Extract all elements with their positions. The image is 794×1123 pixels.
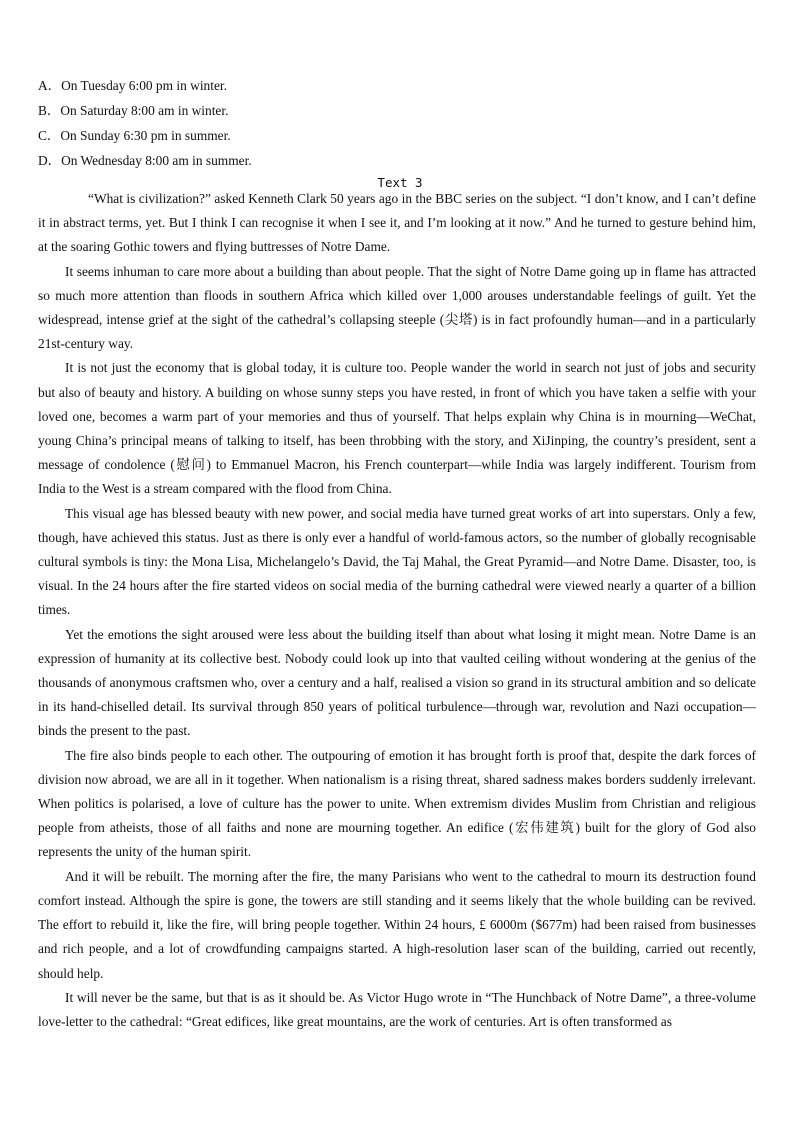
paragraph: It is not just the economy that is global today, it is culture too. People wander the world in search not just of jobs and security but also of beauty and history. A building on whose sunny steps you have rested, in front of which you have taken a selfie with your loved one, becomes a warm part of your memories and thus of yourself. That helps explain why China is in mourning—WeChat, young China’s principal means of talking to itself, has been throbbing with the story, and XiJinping, the country’s president, sent a message of condolence (慰问) to Emmanuel Macron, his French counterpart—while India was largely indifferent. Tourism from India to the West is a stream compared with the flood from China. xyxy=(38,360,756,497)
paragraph: It seems inhuman to care more about a building than about people. That the sight of Notre Dame going up in flame has attracted so much more attention than floods in southern Africa which killed over 1,000 arouses understandable feelings of guilt. Yet the widespread, intense grief at the sight of the cathedral’s collapsing steeple (尖塔) is in fact profoundly human—and in a particularly 21st-century way. xyxy=(38,263,756,352)
option-letter: C． xyxy=(38,128,61,143)
option-letter: B． xyxy=(38,103,61,118)
article-body xyxy=(38,187,756,1034)
option-text: On Tuesday 6:00 pm in winter. xyxy=(61,78,227,93)
paragraph: This visual age has blessed beauty with new power, and social media have turned great works of art into superstars. Only a few, though, have achieved this status. Just as there is only ever a handful of world-famous actors, so the number of globally recognisable cultural symbols is tiny: the Mona Lisa, Michelangelo’s David, the Taj Mahal, the Great Pyramid—and Notre Dame. Disaster, too, is visual. In the 24 hours after the fire started videos on social media of the burning cathedral were viewed nearly a quarter of a billion times. xyxy=(38,505,756,618)
paragraph: And it will be rebuilt. The morning after the fire, the many Parisians who went to the cathedral to mourn its destruction found comfort instead. Although the spire is gone, the towers are still standing and it seems likely that the whole building can be revived. The effort to rebuild it, like the fire, will bring people together. Within 24 hours, £ 6000m ($677m) had been raised from businesses and rich people, and a lot of crowdfunding campaigns started. A high-resolution laser scan of the building, carried out recently, should help. xyxy=(38,868,756,981)
option-letter: D． xyxy=(38,153,62,168)
paragraph: The fire also binds people to each other. The outpouring of emotion it has brought forth is proof that, despite the dark forces of division now abroad, we are all in it together. When nationalism is a rising threat, shared sadness makes borders suddenly irrelevant. When politics is polarised, a love of culture has the power to unite. When extremism divides Muslim from Christian and religious people from atheists, those of all faiths and none are mourning together. An edifice (宏伟建筑) built for the glory of God also represents the unity of the human spirit. xyxy=(38,747,756,860)
section-title: Text 3 xyxy=(377,175,423,190)
option-letter: A． xyxy=(38,78,62,93)
option-text: On Sunday 6:30 pm in summer. xyxy=(60,128,231,143)
paragraph: “What is civilization?” asked Kenneth Clark 50 years ago in the BBC series on the subject. “I don’t know, and I can’t define it in abstract terms, yet. But I think I can recognise it when I see it, and I’m looking at it now.” And he turned to gesture behind him, at the soaring Gothic towers and flying buttresses of Notre Dame. xyxy=(38,191,756,255)
document-page xyxy=(38,73,756,1034)
answer-option-a xyxy=(38,73,756,98)
paragraph: Yet the emotions the sight aroused were less about the building itself than about what losing it might mean. Notre Dame is an expression of humanity at its collective best. Nobody could look up into that vaulted ceiling without wondering at the genius of the thousands of anonymous craftsmen who, over a century and a half, realised a vision so grand in its structural ambition and so delicate in its hand-chiselled detail. Its survival through 850 years of political turbulence—through war, revolution and Nazi occupation—binds the present to the past. xyxy=(38,626,756,739)
option-text: On Saturday 8:00 am in winter. xyxy=(60,103,229,118)
option-text: On Wednesday 8:00 am in summer. xyxy=(61,153,252,168)
answer-option-c xyxy=(38,123,756,148)
answer-options xyxy=(38,73,756,173)
paragraph: It will never be the same, but that is as it should be. As Victor Hugo wrote in “The Hunchback of Notre Dame”, a three-volume love-letter to the cathedral: “Great edifices, like great mountains, are the work of centuries. Art is often transformed as xyxy=(38,989,756,1029)
answer-option-b xyxy=(38,98,756,123)
answer-option-d xyxy=(38,148,756,173)
